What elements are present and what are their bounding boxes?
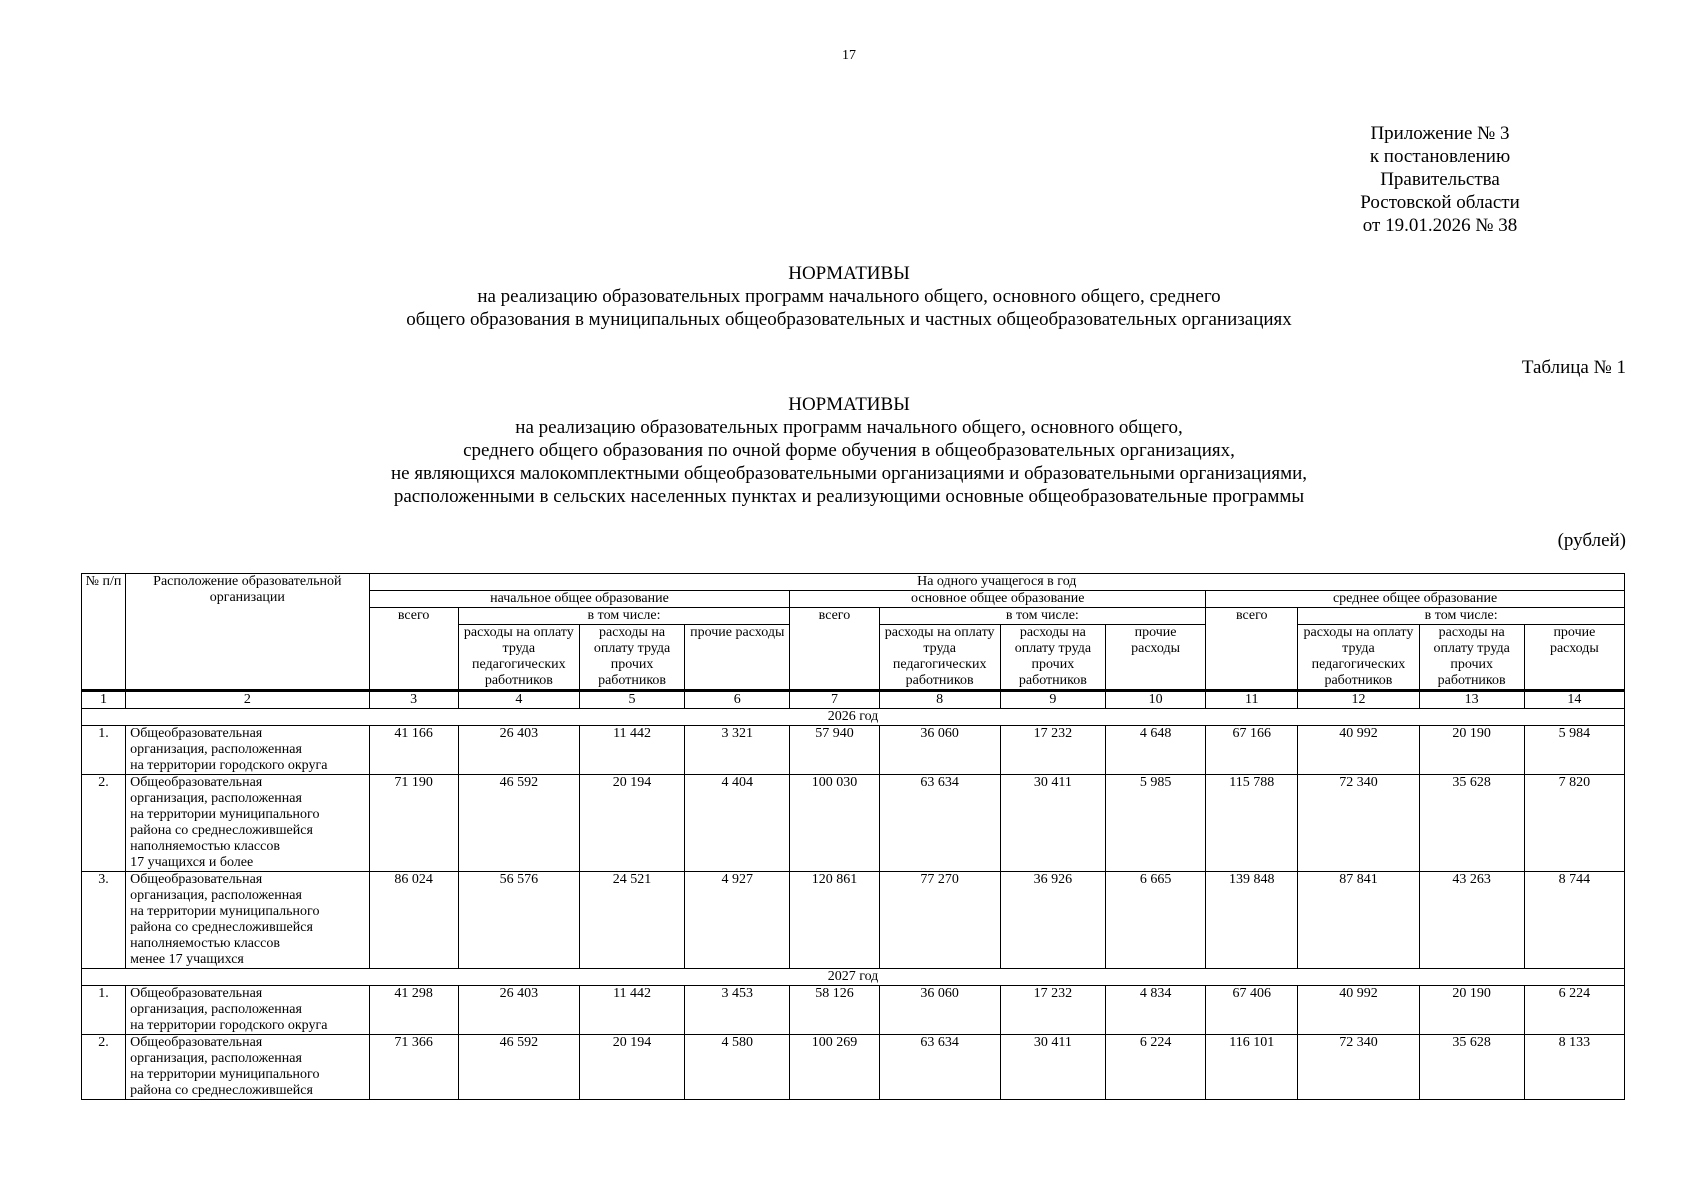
value-cell: 20 190: [1419, 726, 1524, 775]
location-cell: [126, 986, 369, 1035]
year-label: 2026 год: [82, 709, 1625, 726]
column-number: 7: [790, 691, 879, 709]
year-row: [82, 709, 1625, 726]
title-line: общего образования в муниципальных общеобразовательных и частных общеобразовательных организациях: [406, 309, 1292, 330]
header-other-salary: расходы на оплату труда прочих работников: [1000, 625, 1105, 691]
value-cell: 5 984: [1524, 726, 1624, 775]
header-other-expenses: прочие расходы: [1105, 625, 1205, 691]
value-cell: 115 788: [1206, 775, 1298, 872]
value-cell: 17 232: [1000, 726, 1105, 775]
value-cell: 56 576: [458, 872, 579, 969]
location-line: организация, расположенная: [130, 1002, 302, 1017]
document-title: [0, 262, 1698, 331]
location-line: Общеобразовательная: [130, 872, 263, 887]
header-total: всего: [790, 608, 879, 691]
header-other-salary: расходы на оплату труда прочих работников: [579, 625, 684, 691]
value-cell: 86 024: [369, 872, 458, 969]
location-line: организация, расположенная: [130, 888, 302, 903]
value-cell: 26 403: [458, 726, 579, 775]
value-cell: 72 340: [1298, 1035, 1419, 1100]
value-cell: 71 190: [369, 775, 458, 872]
location-line: на территории городского округа: [130, 1018, 328, 1033]
appendix-line: к постановлению: [1369, 146, 1511, 167]
location-line: менее 17 учащихся: [130, 952, 244, 967]
column-number: 2: [126, 691, 369, 709]
table-body: [82, 691, 1625, 1100]
column-number: 12: [1298, 691, 1419, 709]
location-cell: [126, 775, 369, 872]
value-cell: 41 298: [369, 986, 458, 1035]
value-cell: 4 404: [685, 775, 790, 872]
value-cell: 6 224: [1105, 1035, 1205, 1100]
value-cell: 20 190: [1419, 986, 1524, 1035]
location-cell: [126, 726, 369, 775]
value-cell: 43 263: [1419, 872, 1524, 969]
value-cell: 20 194: [579, 775, 684, 872]
location-cell: [126, 872, 369, 969]
appendix-block: [1335, 122, 1545, 237]
value-cell: 41 166: [369, 726, 458, 775]
column-number: 9: [1000, 691, 1105, 709]
table-row: [82, 1035, 1625, 1100]
location-line: наполняемостью классов: [130, 936, 280, 951]
value-cell: 30 411: [1000, 775, 1105, 872]
value-cell: 4 834: [1105, 986, 1205, 1035]
value-cell: 35 628: [1419, 1035, 1524, 1100]
value-cell: 77 270: [879, 872, 1000, 969]
column-number: 14: [1524, 691, 1624, 709]
year-label: 2027 год: [82, 969, 1625, 986]
appendix-line: Приложение № 3: [1370, 123, 1510, 144]
row-number: 2.: [82, 1035, 126, 1100]
value-cell: 24 521: [579, 872, 684, 969]
column-number: 5: [579, 691, 684, 709]
column-number: 11: [1206, 691, 1298, 709]
row-number: 1.: [82, 726, 126, 775]
value-cell: 17 232: [1000, 986, 1105, 1035]
column-numbers-row: [82, 691, 1625, 709]
table-row: [82, 775, 1625, 872]
title-line: не являющихся малокомплектными общеобразовательными организациями и образовательными организациями,: [390, 463, 1308, 484]
value-cell: 4 648: [1105, 726, 1205, 775]
value-cell: 7 820: [1524, 775, 1624, 872]
value-cell: 71 366: [369, 1035, 458, 1100]
header-group-secondary: среднее общее образование: [1206, 591, 1625, 608]
location-line: района со среднесложившейся: [130, 823, 313, 838]
value-cell: 26 403: [458, 986, 579, 1035]
title-line: на реализацию образовательных программ начального общего, основного общего,: [515, 417, 1183, 438]
location-line: на территории муниципального: [130, 904, 320, 919]
year-row: [82, 969, 1625, 986]
location-line: района со среднесложившейся: [130, 1083, 313, 1098]
value-cell: 3 453: [685, 986, 790, 1035]
value-cell: 40 992: [1298, 986, 1419, 1035]
value-cell: 72 340: [1298, 775, 1419, 872]
column-number: 1: [82, 691, 126, 709]
value-cell: 36 060: [879, 726, 1000, 775]
value-cell: 6 224: [1524, 986, 1624, 1035]
location-line: организация, расположенная: [130, 1051, 302, 1066]
value-cell: 116 101: [1206, 1035, 1298, 1100]
header-other-salary: расходы на оплату труда прочих работников: [1419, 625, 1524, 691]
header-per-student: На одного учащегося в год: [369, 574, 1624, 591]
column-number: 3: [369, 691, 458, 709]
title-line: НОРМАТИВЫ: [788, 394, 910, 415]
value-cell: 120 861: [790, 872, 879, 969]
header-ped-salary: расходы на оплату труда педагогических работников: [1298, 625, 1419, 691]
value-cell: 63 634: [879, 1035, 1000, 1100]
header-total: всего: [369, 608, 458, 691]
header-including: в том числе:: [879, 608, 1206, 625]
table-header: [82, 574, 1625, 691]
header-other-expenses: прочие расходы: [685, 625, 790, 691]
column-number: 6: [685, 691, 790, 709]
value-cell: 63 634: [879, 775, 1000, 872]
row-number: 1.: [82, 986, 126, 1035]
column-number: 10: [1105, 691, 1205, 709]
location-line: района со среднесложившейся: [130, 920, 313, 935]
location-line: наполняемостью классов: [130, 839, 280, 854]
value-cell: 11 442: [579, 986, 684, 1035]
value-cell: 8 744: [1524, 872, 1624, 969]
header-location: Расположение образовательной организации: [126, 574, 369, 691]
table-number: Таблица № 1: [1521, 357, 1626, 378]
header-total: всего: [1206, 608, 1298, 691]
header-ped-salary: расходы на оплату труда педагогических работников: [879, 625, 1000, 691]
value-cell: 67 406: [1206, 986, 1298, 1035]
location-line: организация, расположенная: [130, 742, 302, 757]
location-line: 17 учащихся и более: [130, 855, 254, 870]
column-number: 4: [458, 691, 579, 709]
value-cell: 3 321: [685, 726, 790, 775]
column-number: 8: [879, 691, 1000, 709]
row-number: 2.: [82, 775, 126, 872]
value-cell: 36 926: [1000, 872, 1105, 969]
value-cell: 57 940: [790, 726, 879, 775]
table-row: [82, 872, 1625, 969]
header-other-expenses: прочие расходы: [1524, 625, 1624, 691]
location-line: на территории муниципального: [130, 1067, 320, 1082]
value-cell: 5 985: [1105, 775, 1205, 872]
appendix-line: от 19.01.2026 № 38: [1362, 215, 1518, 236]
header-including: в том числе:: [1298, 608, 1625, 625]
value-cell: 139 848: [1206, 872, 1298, 969]
value-cell: 46 592: [458, 1035, 579, 1100]
header-group-primary: начальное общее образование: [369, 591, 790, 608]
location-line: на территории муниципального: [130, 807, 320, 822]
location-line: Общеобразовательная: [130, 986, 263, 1001]
location-line: Общеобразовательная: [130, 726, 263, 741]
value-cell: 40 992: [1298, 726, 1419, 775]
table-row: [82, 726, 1625, 775]
value-cell: 6 665: [1105, 872, 1205, 969]
table-row: [82, 986, 1625, 1035]
location-line: Общеобразовательная: [130, 1035, 263, 1050]
location-line: на территории городского округа: [130, 758, 328, 773]
title-line: расположенными в сельских населенных пунктах и реализующими основные общеобразовательные программы: [393, 486, 1305, 507]
value-cell: 35 628: [1419, 775, 1524, 872]
location-cell: [126, 1035, 369, 1100]
location-line: Общеобразовательная: [130, 775, 263, 790]
value-cell: 67 166: [1206, 726, 1298, 775]
value-cell: 87 841: [1298, 872, 1419, 969]
value-cell: 30 411: [1000, 1035, 1105, 1100]
value-cell: 4 580: [685, 1035, 790, 1100]
appendix-line: Ростовской области: [1360, 192, 1520, 213]
value-cell: 100 269: [790, 1035, 879, 1100]
header-num: № п/п: [82, 574, 126, 691]
norms-table: [81, 573, 1625, 1100]
units-note: (рублей): [1557, 530, 1626, 551]
value-cell: 58 126: [790, 986, 879, 1035]
value-cell: 36 060: [879, 986, 1000, 1035]
location-line: организация, расположенная: [130, 791, 302, 806]
column-number: 13: [1419, 691, 1524, 709]
header-group-basic: основное общее образование: [790, 591, 1206, 608]
value-cell: 46 592: [458, 775, 579, 872]
appendix-line: Правительства: [1380, 169, 1500, 190]
row-number: 3.: [82, 872, 126, 969]
value-cell: 8 133: [1524, 1035, 1624, 1100]
value-cell: 20 194: [579, 1035, 684, 1100]
title-line: среднего общего образования по очной форме обучения в общеобразовательных организациях,: [463, 440, 1235, 461]
title-line: на реализацию образовательных программ начального общего, основного общего, среднего: [477, 286, 1221, 307]
value-cell: 4 927: [685, 872, 790, 969]
value-cell: 11 442: [579, 726, 684, 775]
table-title: [0, 393, 1698, 508]
header-ped-salary: расходы на оплату труда педагогических работников: [458, 625, 579, 691]
header-including: в том числе:: [458, 608, 790, 625]
page-number: 17: [842, 48, 856, 63]
title-line: НОРМАТИВЫ: [788, 263, 910, 284]
value-cell: 100 030: [790, 775, 879, 872]
